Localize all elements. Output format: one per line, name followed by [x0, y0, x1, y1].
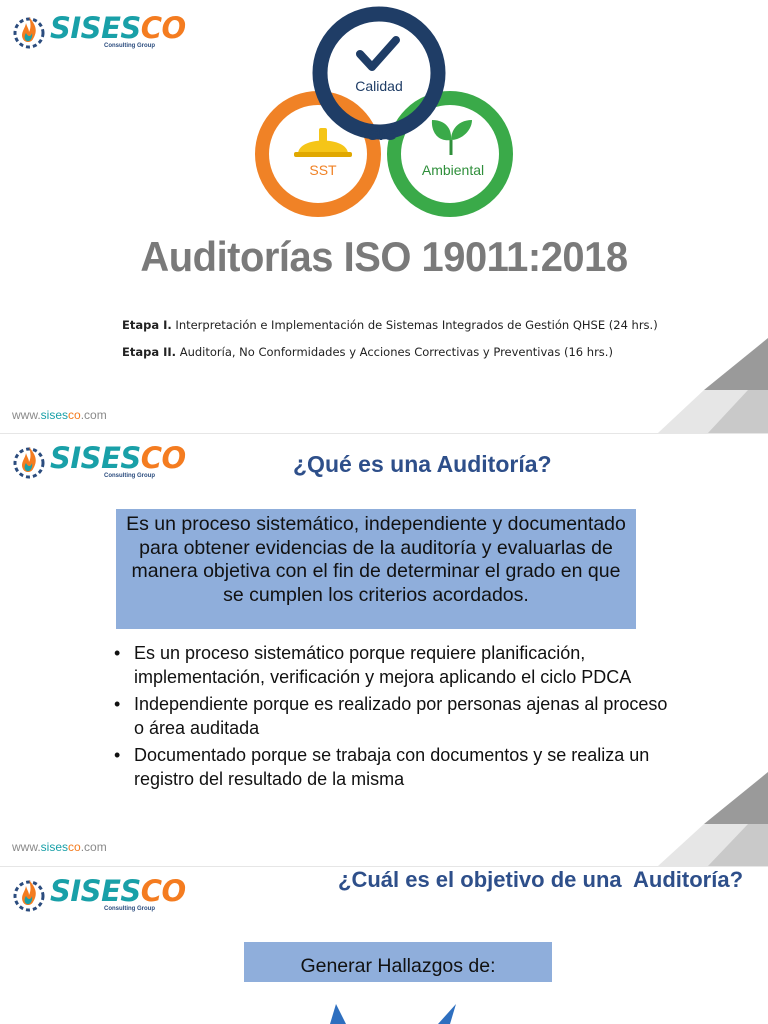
slide-2: [0, 434, 768, 866]
slide-3: [0, 867, 768, 1024]
logo-wordmark: SISESCO: [50, 11, 186, 45]
ambiental-label: Ambiental: [421, 162, 485, 178]
website-url[interactable]: www.sisesco.com: [12, 408, 107, 422]
etapa-1: Etapa I. Interpretación e Implementación de Sistemas Integrados de Gestión QHSE (24 hrs.): [122, 318, 658, 332]
etapa-2: Etapa II. Auditoría, No Conformidades y Acciones Correctivas y Preventivas (16 hrs.): [122, 345, 613, 359]
list-item: • Documentado porque se trabaja con documentos y se realiza un registro del resultado de la misma: [112, 744, 682, 791]
calidad-ring: [320, 14, 438, 132]
sig-venn-diagram: [250, 2, 530, 227]
sst-label: SST: [309, 162, 337, 178]
logo-tagline: Consulting Group: [104, 906, 155, 912]
logo-flame-icon: [12, 876, 46, 912]
chevron-arrows-icon: [320, 1002, 470, 1024]
bullet-list: [112, 642, 682, 795]
hard-hat-icon: [294, 128, 352, 157]
sprout-icon: [432, 120, 472, 155]
calidad-label: Calidad: [355, 78, 403, 94]
sisesco-logo: [12, 10, 186, 56]
slide-title: ¿Qué es una Auditoría?: [293, 451, 552, 477]
sisesco-logo: [12, 873, 186, 919]
slide-1: [0, 0, 768, 433]
sisesco-logo: [12, 440, 186, 486]
logo-flame-icon: [12, 13, 46, 49]
corner-triangles-decoration: [638, 338, 768, 433]
list-item: • Independiente porque es realizado por personas ajenas al proceso o área auditada: [112, 693, 682, 740]
main-title: Auditorías ISO 19011:2018: [140, 233, 628, 280]
sig-label: SIG: [367, 125, 397, 144]
corner-triangles-decoration: [638, 772, 768, 866]
logo-wordmark: SISESCO: [50, 441, 186, 475]
definition-box: Es un proceso sistemático, independiente y documentado para obtener evidencias de la auditoría y evaluarlas de manera objetiva con el fin de determinar el grado en que se cumplen los criterios acordados.: [116, 509, 636, 629]
logo-tagline: Consulting Group: [104, 43, 155, 49]
website-url[interactable]: www.sisesco.com: [12, 840, 107, 854]
slide-title: ¿Cuál es el objetivo de una Auditoría?: [338, 867, 744, 892]
logo-tagline: Consulting Group: [104, 473, 155, 479]
objective-box: Generar Hallazgos de:: [244, 942, 552, 982]
check-icon: [360, 40, 396, 67]
logo-wordmark: SISESCO: [50, 874, 186, 908]
list-item: • Es un proceso sistemático porque requiere planificación, implementación, verificación y mejora aplicando el ciclo PDCA: [112, 642, 682, 689]
logo-flame-icon: [12, 443, 46, 479]
